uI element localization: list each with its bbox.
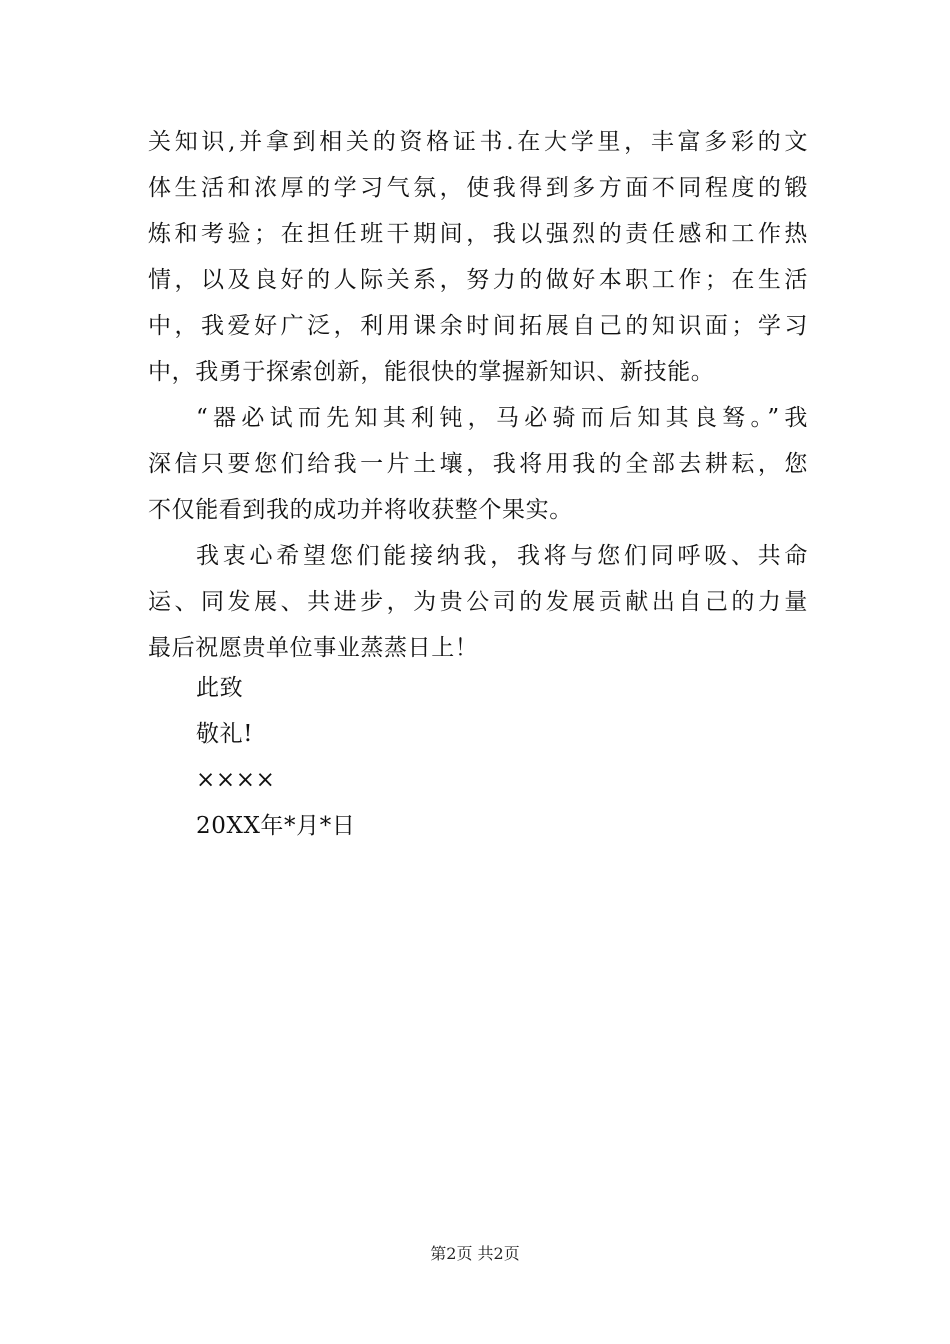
salutation: 此致 bbox=[196, 675, 244, 701]
paragraph-line: 体生活和浓厚的学习气氛，使我得到多方面不同程度的锻 bbox=[148, 175, 808, 201]
paragraph-line: 中，我爱好广泛，利用课余时间拓展自己的知识面；学习 bbox=[148, 313, 808, 339]
paragraph-line: 炼和考验；在担任班干期间，我以强烈的责任感和工作热 bbox=[148, 221, 808, 247]
closing-block bbox=[196, 665, 355, 849]
paragraph-line: 我衷心希望您们能接纳我，我将与您们同呼吸、共命 bbox=[196, 543, 808, 569]
signature: ×××× bbox=[196, 767, 276, 793]
paragraph-line: 深信只要您们给我一片土壤，我将用我的全部去耕耘，您 bbox=[148, 451, 808, 477]
paragraph-line: 中，我勇于探索创新，能很快的掌握新知识、新技能。 bbox=[148, 359, 715, 385]
regards: 敬礼! bbox=[196, 721, 254, 747]
paragraph-line: 情，以及良好的人际关系，努力的做好本职工作；在生活 bbox=[148, 267, 808, 293]
paragraph-line: 运、同发展、共进步，为贵公司的发展贡献出自己的力量 bbox=[148, 589, 808, 615]
page-footer: 第2页 共2页 bbox=[430, 1244, 520, 1263]
paragraph-line: 不仅能看到我的成功并将收获整个果实。 bbox=[148, 497, 573, 523]
date: 20XX年*月*日 bbox=[196, 813, 356, 839]
paragraph-line: “器必试而先知其利钝，马必骑而后知其良驽。”我 bbox=[196, 405, 808, 431]
paragraph-3 bbox=[148, 533, 808, 671]
paragraph-2 bbox=[148, 395, 808, 533]
paragraph-line: 最后祝愿贵单位事业蒸蒸日上！ bbox=[148, 635, 479, 661]
paragraph-line: 关知识,并拿到相关的资格证书.在大学里，丰富多彩的文 bbox=[148, 129, 808, 155]
paragraph-1 bbox=[148, 119, 808, 395]
